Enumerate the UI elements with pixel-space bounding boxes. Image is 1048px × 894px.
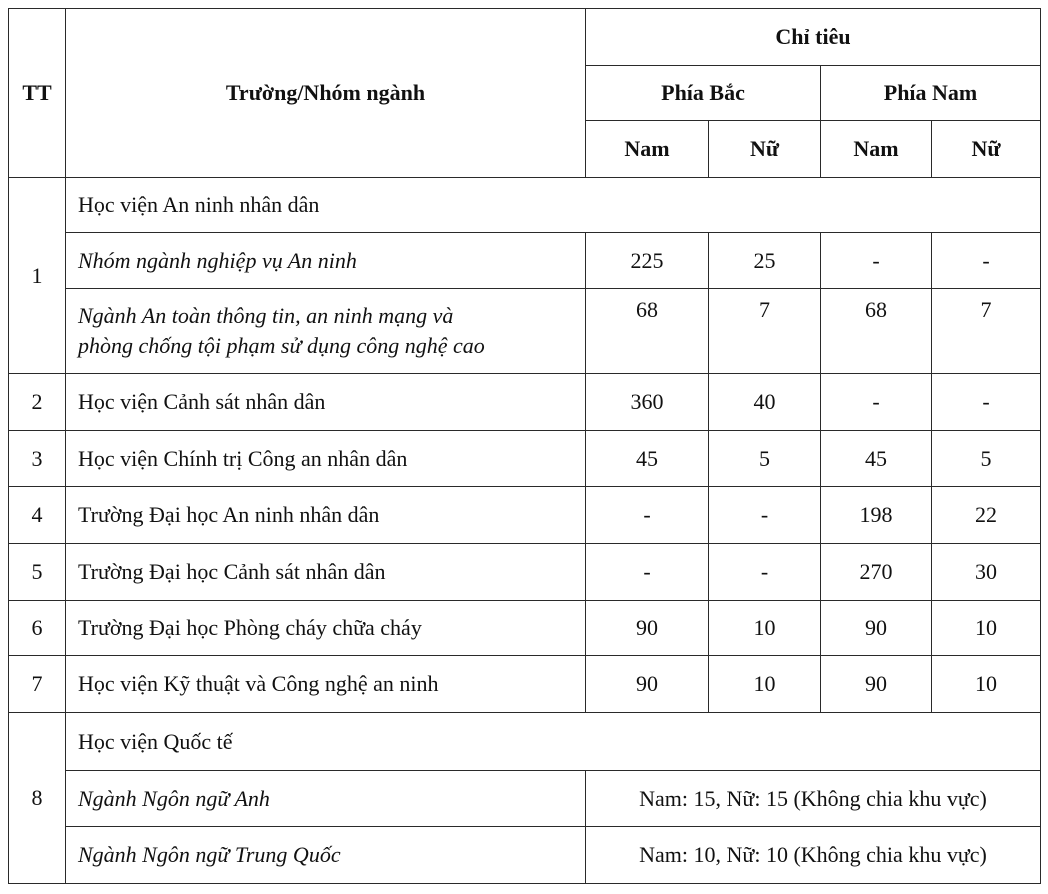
school-name: Học viện Chính trị Công an nhân dân (66, 431, 586, 487)
south-male: 90 (821, 656, 932, 713)
south-female: 7 (932, 289, 1041, 374)
school-name: Trường Đại học An ninh nhân dân (66, 487, 586, 544)
south-female: - (932, 374, 1041, 431)
table-row (9, 656, 1041, 713)
north-male: 45 (586, 431, 709, 487)
north-female: 7 (709, 289, 821, 374)
north-male: 90 (586, 656, 709, 713)
south-female: 10 (932, 601, 1041, 656)
header-south-male: Nam (821, 121, 932, 178)
row-number: 1 (9, 178, 66, 374)
school-name: Học viện Quốc tế (66, 713, 1041, 771)
major-name: Ngành Ngôn ngữ Trung Quốc (66, 827, 586, 884)
table-row (9, 487, 1041, 544)
header-north-female: Nữ (709, 121, 821, 178)
south-male: 45 (821, 431, 932, 487)
row-number: 3 (9, 431, 66, 487)
row-number: 7 (9, 656, 66, 713)
south-male: 68 (821, 289, 932, 374)
north-female: 10 (709, 601, 821, 656)
north-female: 25 (709, 233, 821, 289)
school-name: Học viện Cảnh sát nhân dân (66, 374, 586, 431)
major-name (66, 289, 586, 374)
table-row (9, 178, 1041, 233)
header-quota: Chỉ tiêu (586, 9, 1041, 66)
row-number: 6 (9, 601, 66, 656)
south-male: 270 (821, 544, 932, 601)
school-name: Học viện Kỹ thuật và Công nghệ an ninh (66, 656, 586, 713)
header-name: Trường/Nhóm ngành (66, 9, 586, 178)
north-female: - (709, 487, 821, 544)
table-row (9, 827, 1041, 884)
north-male: 68 (586, 289, 709, 374)
north-male: - (586, 544, 709, 601)
school-name: Trường Đại học Cảnh sát nhân dân (66, 544, 586, 601)
school-name: Học viện An ninh nhân dân (66, 178, 1041, 233)
south-male: 198 (821, 487, 932, 544)
combined-quota: Nam: 10, Nữ: 10 (Không chia khu vực) (586, 827, 1041, 884)
table-row (9, 233, 1041, 289)
north-female: 40 (709, 374, 821, 431)
south-male: - (821, 233, 932, 289)
major-name: Ngành Ngôn ngữ Anh (66, 771, 586, 827)
south-female: 10 (932, 656, 1041, 713)
major-name: Nhóm ngành nghiệp vụ An ninh (66, 233, 586, 289)
table-row (9, 544, 1041, 601)
header-south-female: Nữ (932, 121, 1041, 178)
admission-quota-table (8, 8, 1041, 884)
south-female: 30 (932, 544, 1041, 601)
major-name-line-1: Ngành An toàn thông tin, an ninh mạng và (78, 303, 454, 328)
north-male: 225 (586, 233, 709, 289)
table-row (9, 431, 1041, 487)
north-male: 360 (586, 374, 709, 431)
row-number: 5 (9, 544, 66, 601)
table-row (9, 713, 1041, 771)
north-male: 90 (586, 601, 709, 656)
south-female: 5 (932, 431, 1041, 487)
header-north: Phía Bắc (586, 66, 821, 121)
row-number: 4 (9, 487, 66, 544)
north-male: - (586, 487, 709, 544)
header-south: Phía Nam (821, 66, 1041, 121)
header-tt: TT (9, 9, 66, 178)
north-female: 10 (709, 656, 821, 713)
south-male: 90 (821, 601, 932, 656)
south-male: - (821, 374, 932, 431)
north-female: - (709, 544, 821, 601)
row-number: 2 (9, 374, 66, 431)
major-name-line-2: phòng chống tội phạm sử dụng công nghệ cao (78, 333, 485, 358)
table-row (9, 771, 1041, 827)
header-north-male: Nam (586, 121, 709, 178)
south-female: 22 (932, 487, 1041, 544)
south-female: - (932, 233, 1041, 289)
school-name: Trường Đại học Phòng cháy chữa cháy (66, 601, 586, 656)
table-row (9, 374, 1041, 431)
table-row (9, 601, 1041, 656)
row-number: 8 (9, 713, 66, 884)
north-female: 5 (709, 431, 821, 487)
table-row (9, 289, 1041, 374)
combined-quota: Nam: 15, Nữ: 15 (Không chia khu vực) (586, 771, 1041, 827)
